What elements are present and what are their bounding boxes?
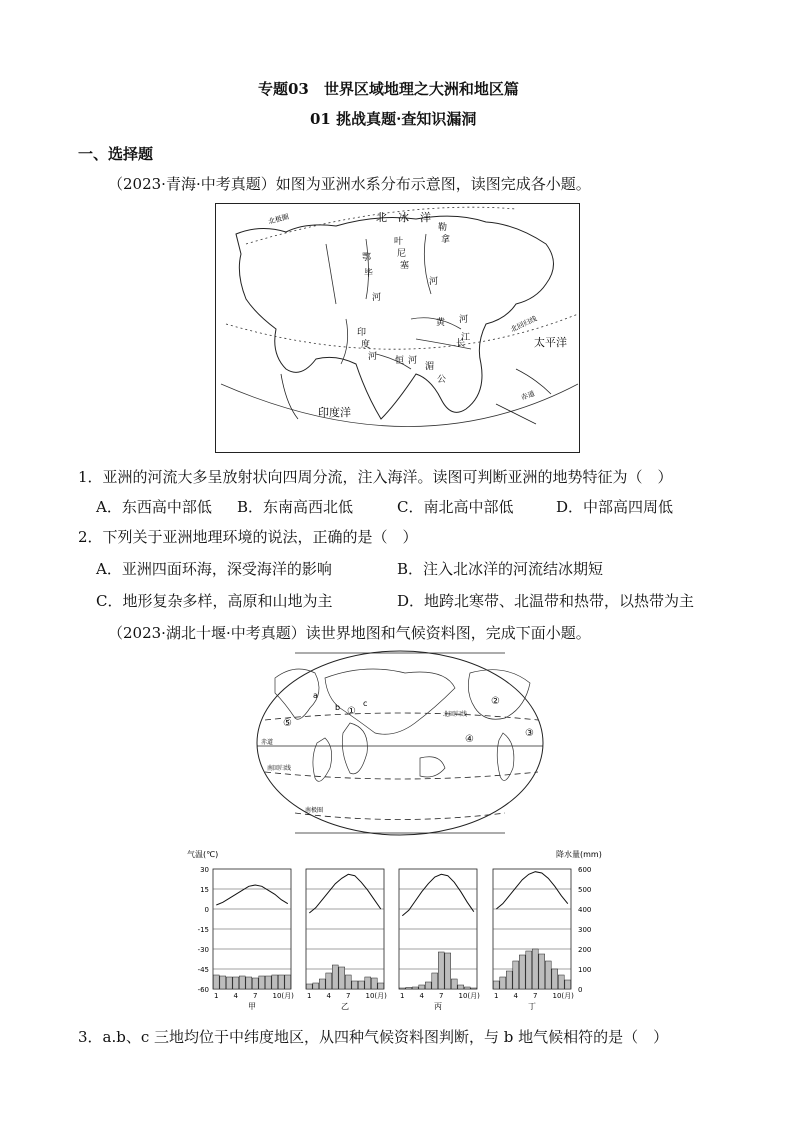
temp-tick-label: 15 xyxy=(200,886,209,894)
map-point-a: a xyxy=(313,691,318,700)
temp-tick-label: -45 xyxy=(197,966,209,974)
q2-option-d[interactable]: D．地跨北寒带、北温带和热带，以热带为主 xyxy=(397,592,695,610)
ob-river xyxy=(326,244,336,304)
world-map xyxy=(255,648,545,838)
map-num-2: ② xyxy=(491,696,500,707)
precip-bar-乙-9 xyxy=(358,981,364,989)
label-yenisei-2: 塞 xyxy=(400,261,410,271)
precip-bar-乙-8 xyxy=(352,981,358,989)
precip-bar-丁-8 xyxy=(539,954,545,989)
label-arctic-circle: 北极圈 xyxy=(267,212,290,226)
precip-bar-乙-11 xyxy=(371,978,377,989)
label-lena-2: 河 xyxy=(429,277,439,287)
group1-intro: （2023·青海·中考真题）如图为亚洲水系分布示意图，读图完成各小题。 xyxy=(108,175,591,193)
left-axis-title: 气温(℃) xyxy=(187,850,219,859)
precip-bar-甲-10 xyxy=(272,975,278,989)
precip-bar-乙-3 xyxy=(319,979,325,989)
precip-tick-label: 500 xyxy=(578,886,592,894)
precip-bar-丁-11 xyxy=(558,975,564,989)
indus-river xyxy=(341,319,348,364)
label-yenisei-1: 尼 xyxy=(397,249,407,259)
temp-tick-label: 0 xyxy=(204,906,209,914)
ganges-river xyxy=(376,354,411,369)
precip-bar-乙-6 xyxy=(339,967,345,989)
map-label-tropic-cancer: 北回归线 xyxy=(443,711,468,718)
precip-bar-丙-4 xyxy=(419,985,425,989)
q1-option-a[interactable]: A．东西高中部低 xyxy=(96,498,212,516)
chart-name-1: 乙 xyxy=(341,1002,349,1011)
asia-water-map xyxy=(215,203,580,453)
month-tick-label: 4 xyxy=(326,992,331,1000)
q2-stem: 2．下列关于亚洲地理环境的说法，正确的是（ ） xyxy=(78,528,418,546)
precip-bar-乙-1 xyxy=(306,984,312,989)
equator-line xyxy=(221,384,578,427)
precip-bar-丁-6 xyxy=(526,951,532,989)
precip-tick-label: 400 xyxy=(578,906,592,914)
section-label: 一、选择题 xyxy=(78,145,154,163)
label-yellow-1: 河 xyxy=(459,315,469,325)
precip-tick-label: 100 xyxy=(578,966,592,974)
precip-bar-甲-4 xyxy=(233,977,239,989)
month-tick-label: 1 xyxy=(400,992,405,1000)
map-outline xyxy=(257,651,543,835)
month-tick-label: 4 xyxy=(513,992,518,1000)
precip-bar-丙-12 xyxy=(471,988,477,989)
label-ob-0: 鄂 xyxy=(362,253,372,263)
map-num-1: ① xyxy=(347,706,356,717)
month-tick-label: 1 xyxy=(214,992,219,1000)
page-subtitle: 01 挑战真题·查知识漏洞 xyxy=(310,110,477,128)
month-tick-label: 1 xyxy=(494,992,499,1000)
precip-tick-label: 0 xyxy=(578,986,583,994)
precip-bar-丁-3 xyxy=(506,971,512,989)
asia-map-svg xyxy=(216,204,579,452)
page-title: 专题03 世界区域地理之大洲和地区篇 xyxy=(258,80,519,98)
arabia-coast xyxy=(281,374,298,419)
precip-bar-乙-12 xyxy=(378,983,384,989)
temp-tick-label: -30 xyxy=(197,946,209,954)
label-indus-0: 印 xyxy=(357,328,367,338)
month-tick-label: 7 xyxy=(439,992,444,1000)
precip-bar-丁-2 xyxy=(500,977,506,989)
map-label-tropic-capricorn: 南回归线 xyxy=(267,765,292,772)
precip-bar-丙-11 xyxy=(464,987,470,989)
month-tick-label: 7 xyxy=(346,992,351,1000)
q1-option-b[interactable]: B．东南高西北低 xyxy=(237,498,354,516)
label-arctic-ocean: 北 冰 洋 xyxy=(376,211,431,224)
temp-line-甲 xyxy=(216,885,287,905)
label-lena-0: 勒 xyxy=(438,223,448,233)
label-equator: 赤道 xyxy=(519,389,536,402)
map-num-3: ③ xyxy=(525,728,534,739)
precip-bar-丙-2 xyxy=(406,987,412,989)
precip-bar-丙-7 xyxy=(438,952,444,989)
climate-charts xyxy=(183,845,613,1020)
q2-option-c[interactable]: C．地形复杂多样，高原和山地为主 xyxy=(96,592,333,610)
precip-bar-甲-1 xyxy=(213,975,219,989)
precip-bar-甲-9 xyxy=(265,976,271,989)
month-tick-label: 7 xyxy=(533,992,538,1000)
q2-option-b[interactable]: B．注入北冰洋的河流结冰期短 xyxy=(397,560,604,578)
precip-tick-label: 600 xyxy=(578,866,592,874)
precip-bar-丙-9 xyxy=(451,979,457,989)
precip-bar-乙-4 xyxy=(326,973,332,989)
precip-bar-甲-12 xyxy=(285,975,291,989)
precip-bar-乙-2 xyxy=(313,983,319,989)
month-tick-label: 10(月) xyxy=(552,992,574,1000)
climate-charts-svg xyxy=(183,845,613,1020)
temp-tick-label: -60 xyxy=(197,986,209,994)
group2-intro: （2023·湖北十堰·中考真题）读世界地图和气候资料图，完成下面小题。 xyxy=(108,624,591,642)
temp-line-乙 xyxy=(309,874,381,913)
map-point-c: c xyxy=(363,699,368,708)
world-map-svg xyxy=(255,648,545,838)
month-tick-label: 10(月) xyxy=(272,992,294,1000)
chart-name-0: 甲 xyxy=(248,1002,256,1011)
temp-tick-label: -15 xyxy=(197,926,209,934)
precip-bar-丁-1 xyxy=(493,981,499,989)
label-yellow-0: 黄 xyxy=(436,318,446,328)
temp-tick-label: 30 xyxy=(200,866,209,874)
map-num-5: ⑤ xyxy=(283,718,292,729)
precip-bar-甲-8 xyxy=(259,976,265,989)
precip-bar-丁-10 xyxy=(552,969,558,989)
q3-stem: 3．a.b、c 三地均位于中纬度地区，从四种气候资料图判断，与 b 地气候相符的是（ ） xyxy=(78,1028,669,1046)
chart-name-3: 丁 xyxy=(528,1002,536,1011)
map-label-antarctic-circle: 南极圈 xyxy=(305,807,324,814)
temp-line-丙 xyxy=(402,874,474,915)
label-indus-1: 度 xyxy=(361,340,371,350)
label-mekong-1: 公 xyxy=(437,375,447,385)
month-tick-label: 4 xyxy=(419,992,424,1000)
precip-bar-甲-3 xyxy=(226,977,232,989)
precip-bar-丁-7 xyxy=(532,949,538,989)
month-tick-label: 1 xyxy=(307,992,312,1000)
map-point-b: b xyxy=(335,703,341,712)
label-indus-2: 河 xyxy=(368,352,378,362)
q1-stem: 1．亚洲的河流大多呈放射状向四周分流，注入海洋。读图可判断亚洲的地势特征为（ ） xyxy=(78,468,673,486)
q1-option-d[interactable]: D．中部高四周低 xyxy=(556,498,674,516)
month-tick-label: 4 xyxy=(233,992,238,1000)
precip-bar-丙-5 xyxy=(425,982,431,989)
precip-bar-乙-5 xyxy=(332,965,338,989)
label-lena-1: 拿 xyxy=(441,235,451,245)
label-ganges-0: 恒 xyxy=(395,356,405,366)
right-axis-title: 降水量(mm) xyxy=(556,850,602,859)
precip-bar-丙-10 xyxy=(458,985,464,989)
label-pacific: 太平洋 xyxy=(534,336,567,349)
precip-tick-label: 300 xyxy=(578,926,592,934)
temp-line-丁 xyxy=(496,872,568,909)
month-tick-label: 7 xyxy=(253,992,258,1000)
precip-bar-乙-10 xyxy=(365,977,371,989)
precip-bar-甲-6 xyxy=(246,977,252,989)
precip-bar-丁-5 xyxy=(519,955,525,989)
label-ob-1: 毕 xyxy=(364,269,374,279)
month-tick-label: 10(月) xyxy=(458,992,480,1000)
precip-bar-甲-2 xyxy=(220,976,226,989)
month-tick-label: 10(月) xyxy=(365,992,387,1000)
precip-bar-丙-1 xyxy=(399,988,405,989)
label-ganges-1: 河 xyxy=(408,356,418,366)
precip-bar-丁-9 xyxy=(545,961,551,989)
q2-option-a[interactable]: A．亚洲四面环海，深受海洋的影响 xyxy=(96,560,332,578)
precip-bar-丙-6 xyxy=(432,973,438,989)
climate-plot-group xyxy=(198,866,592,1011)
precip-bar-甲-11 xyxy=(278,975,284,989)
label-yenisei-0: 叶 xyxy=(394,237,404,247)
label-ob-2: 河 xyxy=(372,293,382,303)
precip-tick-label: 200 xyxy=(578,946,592,954)
precip-bar-甲-5 xyxy=(239,976,245,989)
precip-bar-丙-3 xyxy=(412,987,418,989)
map-num-4: ④ xyxy=(465,734,474,745)
precip-bar-丁-4 xyxy=(513,961,519,989)
precip-bar-丁-12 xyxy=(565,980,571,989)
label-yangtze-1: 江 xyxy=(461,333,471,343)
label-yangtze-0: 长 xyxy=(456,339,466,349)
label-tropic-cancer: 北回归线 xyxy=(509,314,539,334)
precip-bar-甲-7 xyxy=(252,978,258,989)
map-label-equator: 赤道 xyxy=(261,739,274,746)
label-mekong-0: 湄 xyxy=(425,362,435,372)
precip-bar-乙-7 xyxy=(345,975,351,989)
precip-bar-丙-8 xyxy=(445,953,451,989)
label-indian-ocean: 印度洋 xyxy=(318,406,351,419)
chart-name-2: 丙 xyxy=(434,1002,442,1011)
q1-option-c[interactable]: C．南北高中部低 xyxy=(397,498,514,516)
